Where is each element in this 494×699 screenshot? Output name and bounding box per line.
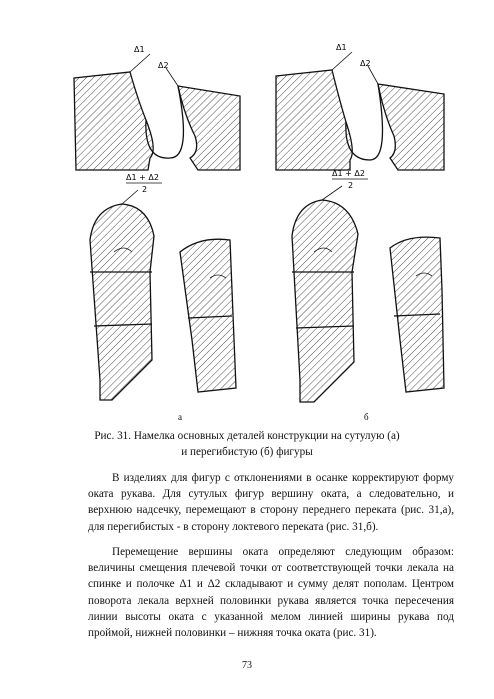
upper-sleeve-a xyxy=(90,204,154,400)
label-den-a: 2 xyxy=(142,185,148,194)
caption-line-1: Рис. 31. Намелка основных деталей конструкции на сутулую (а) xyxy=(94,430,400,442)
bodice-back-a xyxy=(74,72,153,170)
paragraph-1 xyxy=(88,470,454,535)
bodice-back-b xyxy=(276,70,352,170)
label-delta1-a: Δ1 xyxy=(134,45,145,54)
variant-label-a: а xyxy=(178,412,182,422)
page-number: 73 xyxy=(242,660,252,671)
label-sum-b: Δ1 + Δ2 xyxy=(332,169,365,178)
paragraph-1-text: В изделиях для фигур с отклонениями в осанке корректируют форму оката рукава. Для сутулых фигур вершину оката, а следовательно, и верхнюю надсечку, перемещают в сторону переднего переката (рис. 31,а), для перегибистых - в сторону локтевого переката (рис. 31,б). xyxy=(88,472,454,533)
label-den-b: 2 xyxy=(348,181,354,190)
paragraph-2-text: Перемещение вершины оката определяют следующим образом: величины смещения плечевой точки от соответствующей точки лекала на спинке и полочке Δ1 и Δ2 складывают и сумму делят пополам. Центром поворота лекала верхней половинки рукава является точка пересечения линии высоты оката с указанной мелом линией ширины рукава под проймой, нижней половинки – нижняя точка оката (рис. 31). xyxy=(88,546,454,640)
figure-caption xyxy=(40,428,454,460)
bodice-front-a xyxy=(178,86,240,170)
label-delta2-b: Δ2 xyxy=(360,59,371,68)
pattern-drawing xyxy=(60,40,460,430)
upper-sleeve-b xyxy=(292,200,358,402)
label-delta1-b: Δ1 xyxy=(336,43,347,52)
bodice-front-b xyxy=(378,84,444,170)
caption-line-2: и перегибистую (б) фигуры xyxy=(181,446,313,458)
variant-label-b: б xyxy=(364,412,369,422)
label-delta2-a: Δ2 xyxy=(158,61,169,70)
label-sum-a: Δ1 + Δ2 xyxy=(126,173,159,182)
pattern-figure xyxy=(60,40,460,430)
paragraph-2 xyxy=(88,544,454,641)
